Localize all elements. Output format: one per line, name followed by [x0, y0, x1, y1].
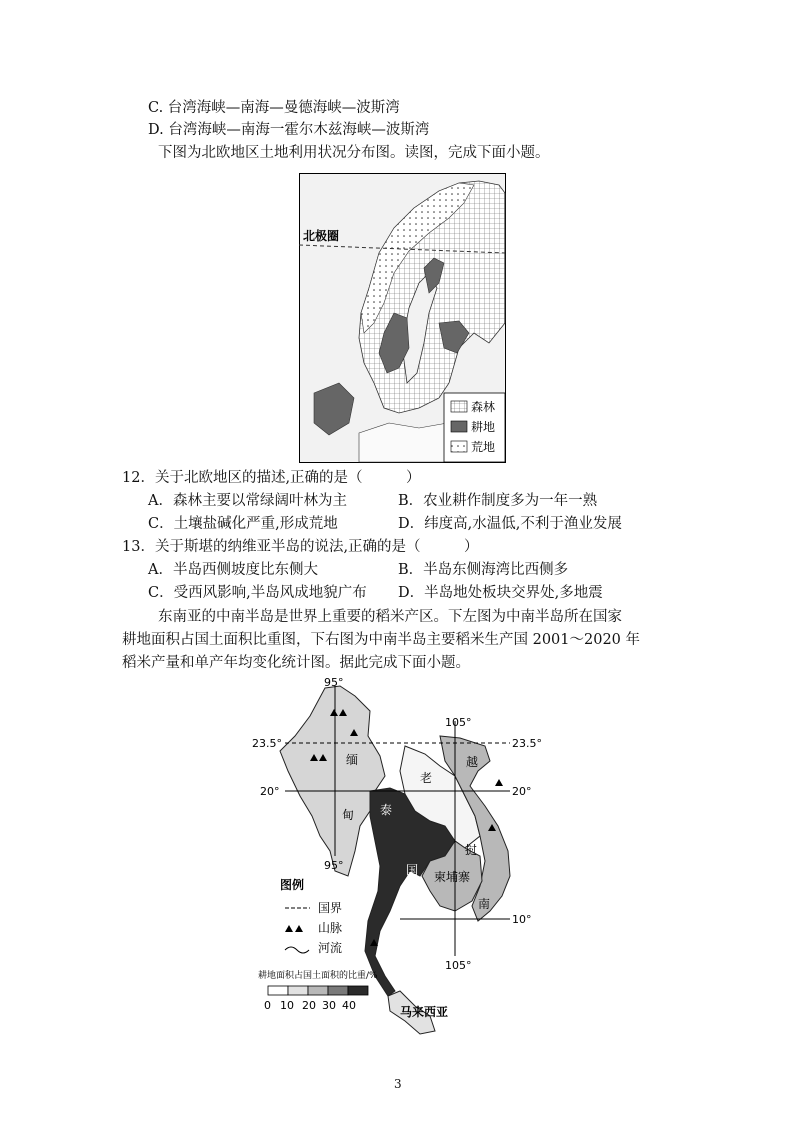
legend-river-icon: [285, 947, 309, 953]
lat-235-left: 23.5°: [252, 737, 282, 750]
indochina-cropland-map: [240, 676, 570, 1036]
intro-nordic: 下图为北欧地区土地利用状况分布图。读图，完成下面小题。: [158, 145, 550, 161]
intro-indochina-line2: 耕地面积占国土面积比重图，下右图为中南半岛主要稻米生产国 2001～2020 年: [122, 632, 641, 648]
lat-235-right: 23.5°: [512, 737, 542, 750]
lon-95-top: 95°: [324, 676, 344, 689]
q13-option-a: A．半岛西侧坡度比东侧大: [148, 562, 318, 578]
lon-105-bottom: 105°: [445, 959, 472, 972]
scale-title: 耕地面积占国土面积的比重/%: [258, 971, 378, 981]
label-mian: 缅: [346, 753, 359, 767]
legend-border: 国界: [318, 901, 343, 915]
option-d-prev: D. 台湾海峡—南海一霍尔木兹海峡—波斯湾: [148, 122, 430, 138]
legend-cropland: 耕地: [471, 420, 496, 434]
label-dian: 甸: [342, 808, 355, 822]
q12-stem: 12．关于北欧地区的描述,正确的是（ ）: [122, 470, 421, 486]
q13-option-c: C．受西风影响,半岛风成地貌广布: [148, 585, 367, 601]
option-c-prev: C. 台湾海峡—南海—曼德海峡—波斯湾: [148, 100, 400, 116]
label-malaixiya: 马来西亚: [400, 1005, 449, 1019]
label-yue: 越: [466, 755, 479, 769]
lat-10: 10°: [512, 913, 532, 926]
nordic-land-use-map: [299, 173, 506, 463]
lon-95-bottom: 95°: [324, 859, 344, 872]
scale-bar: [268, 986, 368, 995]
label-nan: 南: [478, 897, 491, 911]
lat-20-left: 20°: [260, 785, 280, 798]
lon-105-top: 105°: [445, 716, 472, 729]
intro-indochina-line1: 东南亚的中南半岛是世界上重要的稻米产区。下左图为中南半岛所在国家: [158, 609, 622, 625]
legend-barren: 荒地: [471, 440, 496, 454]
q13-stem: 13．关于斯堪的纳维亚半岛的说法,正确的是（ ）: [122, 539, 479, 555]
legend-forest: 森林: [471, 400, 496, 414]
q13-option-d: D．半岛地处板块交界处,多地震: [398, 585, 603, 601]
scale-tick-30: 30: [322, 999, 336, 1012]
label-wo: 挝: [465, 843, 478, 857]
legend-title: 图例: [280, 878, 305, 892]
legend-mountain: 山脉: [318, 921, 343, 935]
q12-option-b: B．农业耕作制度多为一年一熟: [398, 493, 598, 509]
label-guo: 国: [406, 863, 419, 877]
q13-option-b: B．半岛东侧海湾比西侧多: [398, 562, 569, 578]
scale-tick-10: 10: [280, 999, 294, 1012]
arctic-circle-label: 北极圈: [303, 229, 340, 243]
scale-tick-20: 20: [302, 999, 316, 1012]
intro-indochina-line3: 稻米产量和单产年均变化统计图。据此完成下面小题。: [122, 655, 470, 671]
q12-option-d: D．纬度高,水温低,不利于渔业发展: [398, 516, 622, 532]
legend-mountain-icon: [285, 925, 303, 932]
scale-tick-40: 40: [342, 999, 356, 1012]
legend-river: 河流: [318, 941, 343, 955]
q12-option-a: A．森林主要以常绿阔叶林为主: [148, 493, 347, 509]
label-tai: 泰: [380, 803, 393, 817]
q12-option-c: C．土壤盐碱化严重,形成荒地: [148, 516, 338, 532]
label-lao: 老: [420, 771, 433, 785]
label-jianpuzhai: 柬埔寨: [434, 870, 471, 884]
lat-20-right: 20°: [512, 785, 532, 798]
scale-tick-0: 0: [264, 999, 271, 1012]
page-number: 3: [394, 1077, 402, 1091]
